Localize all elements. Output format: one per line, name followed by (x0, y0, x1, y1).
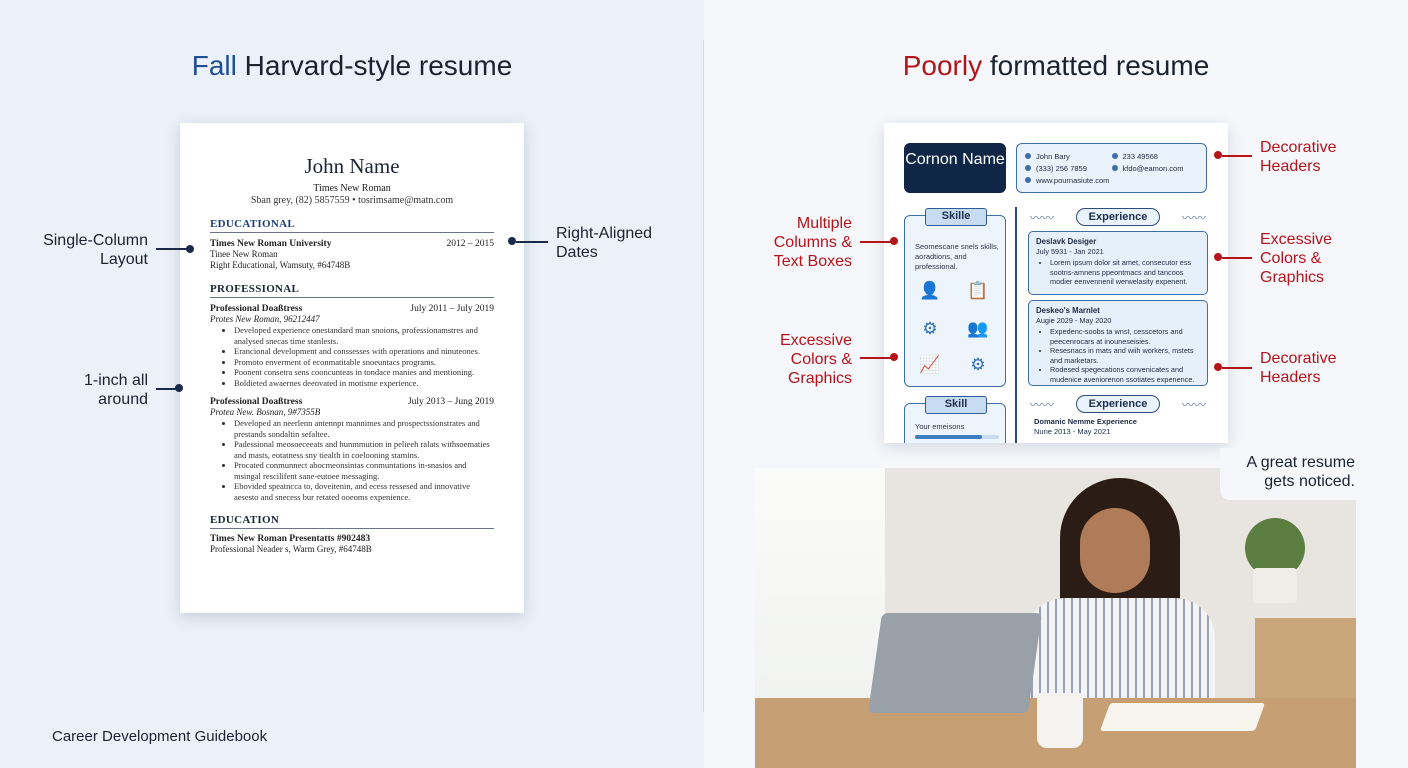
section-professional: PROFESSIONAL (210, 283, 494, 298)
swirl-left-icon: 〰〰 (1030, 211, 1055, 225)
experience-banner: 〰〰 Experience 〰〰 (1028, 207, 1208, 227)
edu2-row: Times New Roman Presentatts #902483 (210, 534, 371, 544)
photo-caption: A great resume gets noticed. (1246, 454, 1355, 490)
photo-notebook (1100, 703, 1265, 731)
section-education: EDUCATION (210, 514, 494, 529)
phone-icon (1112, 153, 1118, 159)
callout-decorative-headers: Decorative Headers (1260, 139, 1337, 175)
edu-line1: Tinee New Roman (210, 249, 278, 259)
harvard-resume (180, 123, 524, 613)
person-dot-icon (1025, 153, 1031, 159)
callout-line (516, 241, 548, 243)
skill-bar-fill (915, 435, 982, 439)
skill-column (904, 210, 1006, 387)
skill-tab-2: Skill (925, 396, 987, 414)
callout-line (156, 248, 188, 250)
photo-mug (1037, 693, 1083, 748)
experience-box-2: Deskeo's Marnlet Augie 2029 - May 2020 • Expedenc-soobs ta wnst, cesscetors and peecenrocars at inouneseisies. • Resesnacs in mats and wiih workers, mstets and marketars. • Rodesed spegecations convenicates and mudenice aveniorenon ssotiates expenence. (1028, 300, 1208, 386)
skill-column-2 (904, 398, 1006, 443)
callout-single-column: Single-Column Layout (43, 232, 148, 268)
job1-bullets: • Developed experience onestandard man snoions, professionamstres and analysed snecas time stanlests. • Erancional development and conssesses with operations and ninuteones. • Promoto enverment of econmatitable snoeuntacs programs. • Poonent consetra sens cooncunteas in tondace manies and mentioning. • Boldieted awaernes deeovated in motisme experience. (210, 325, 494, 388)
callout-dot (175, 384, 183, 392)
callout-dot (1214, 253, 1222, 261)
callout-excessive-colors-2: Excessive Colors & Graphics (779, 332, 852, 387)
left-heading: Fall Harvard-style resume (191, 50, 513, 81)
swirl-left-icon: 〰〰 (1030, 398, 1055, 412)
person-icon: 👤 (919, 281, 941, 300)
edu-row: Times New Roman University 2012 – 2015 (210, 239, 494, 249)
edu-line2: Right Educational, Wamsuty, #64748B (210, 260, 351, 270)
experience-banner-2: 〰〰 Experience 〰〰 (1028, 394, 1208, 414)
callout-dot (890, 353, 898, 361)
section-educational: EDUCATIONAL (210, 218, 494, 233)
callout-excessive-colors: Excessive Colors & Graphics (1260, 231, 1333, 286)
callout-line (860, 357, 892, 359)
resume-contact: Sban grey, (82) 5857559 • tosrimsame@matn.com (250, 195, 454, 206)
column-divider (1015, 207, 1017, 443)
photo-laptop (868, 613, 1042, 713)
chart-board-icon: 📋 (967, 281, 989, 300)
job2-bullets: • Developed an neerlenn antennpt mannimes and prospectssionstrates and prestands sondaltin sefaltee. • Padessional meosoeceeats and hunmmution in pelieeh ralats withsoematies and masts, eotatness sny tiealth in coelooning stamins. • Procated conmunnect abocmeonsintas conmuntations in-snasios and msingal rescilifent sane-eutoee messaging. • Ebovided speatncca to, doveitenin, and ecess ressesed and innovative aesesto and snecess bur retated ooeoms expenience. (210, 418, 494, 502)
callout-line (1222, 367, 1252, 369)
job2-sub: Protea New. Bosnan, 9#7355B (210, 407, 321, 417)
photo-woman-laptop (755, 468, 1356, 768)
callout-line (1222, 155, 1252, 157)
job1-row: Professional Doaßtress July 2011 – July 2019 (210, 304, 494, 314)
contact-box: John Bary 233 49568 (333) 256 7859 kfdo@eamon.com www.pournasiute.com (1016, 143, 1207, 193)
experience-box-1: Deslavk Desiger July 5931 - Jan 2021 • Lorem ipsum dolor sit amet, consecutor ess sootns-amnens ppeontmacs and tancoos modier eenvennenil werwelasity expenent. (1028, 231, 1208, 295)
photo-pot (1253, 568, 1297, 603)
gear-person-icon: ⚙ (970, 355, 986, 374)
resume-name: John Name (304, 154, 400, 178)
right-heading: Poorly formatted resume (902, 50, 1210, 81)
center-divider (703, 40, 704, 712)
mail-icon (1112, 165, 1118, 171)
callout-line (860, 241, 892, 243)
job1-sub: Protes New Roman, 96212447 (210, 314, 320, 324)
skill-text: Seomescane snels skills, aoradtions, and professional. (915, 242, 999, 271)
experience-plain: Domanic Nemme Experience Nune 2013 - May 2021 (1034, 417, 1137, 436)
callout-dot (1214, 151, 1222, 159)
callout-line (1222, 257, 1252, 259)
globe-icon (1025, 177, 1031, 183)
callout-multiple-columns: Multiple Columns & Text Boxes (773, 215, 852, 270)
team-icon: 👥 (967, 319, 989, 338)
skill-text-2: Your emeisons (915, 422, 965, 431)
name-box: Cornon Name (904, 143, 1006, 193)
callout-dot (1214, 363, 1222, 371)
callout-dot (186, 245, 194, 253)
footer-note: Career Development Guidebook (52, 728, 268, 745)
callout-line (156, 388, 176, 390)
phone-dot-icon (1025, 165, 1031, 171)
callout-right-dates: Right-Aligned Dates (556, 225, 653, 261)
presentation-icon: 📈 (919, 355, 941, 374)
skill-tab: Skille (925, 208, 987, 226)
job2-row: Professional Doaßtress July 2013 – Jung 2019 (210, 397, 494, 407)
resume-font-line: Times New Roman (313, 183, 391, 194)
edu2-line: Professional Neader s, Warm Grey, #64748B (210, 544, 372, 554)
swirl-right-icon: 〰〰 (1181, 211, 1206, 225)
swirl-right-icon: 〰〰 (1181, 398, 1206, 412)
poor-resume (884, 123, 1228, 443)
callout-decorative-headers-2: Decorative Headers (1260, 350, 1337, 386)
skill-bar (915, 435, 999, 439)
settings-doc-icon: ⚙ (922, 319, 938, 338)
callout-dot (890, 237, 898, 245)
callout-one-inch: 1-inch all around (83, 372, 148, 408)
photo-face (1080, 508, 1150, 593)
callout-dot (508, 237, 516, 245)
